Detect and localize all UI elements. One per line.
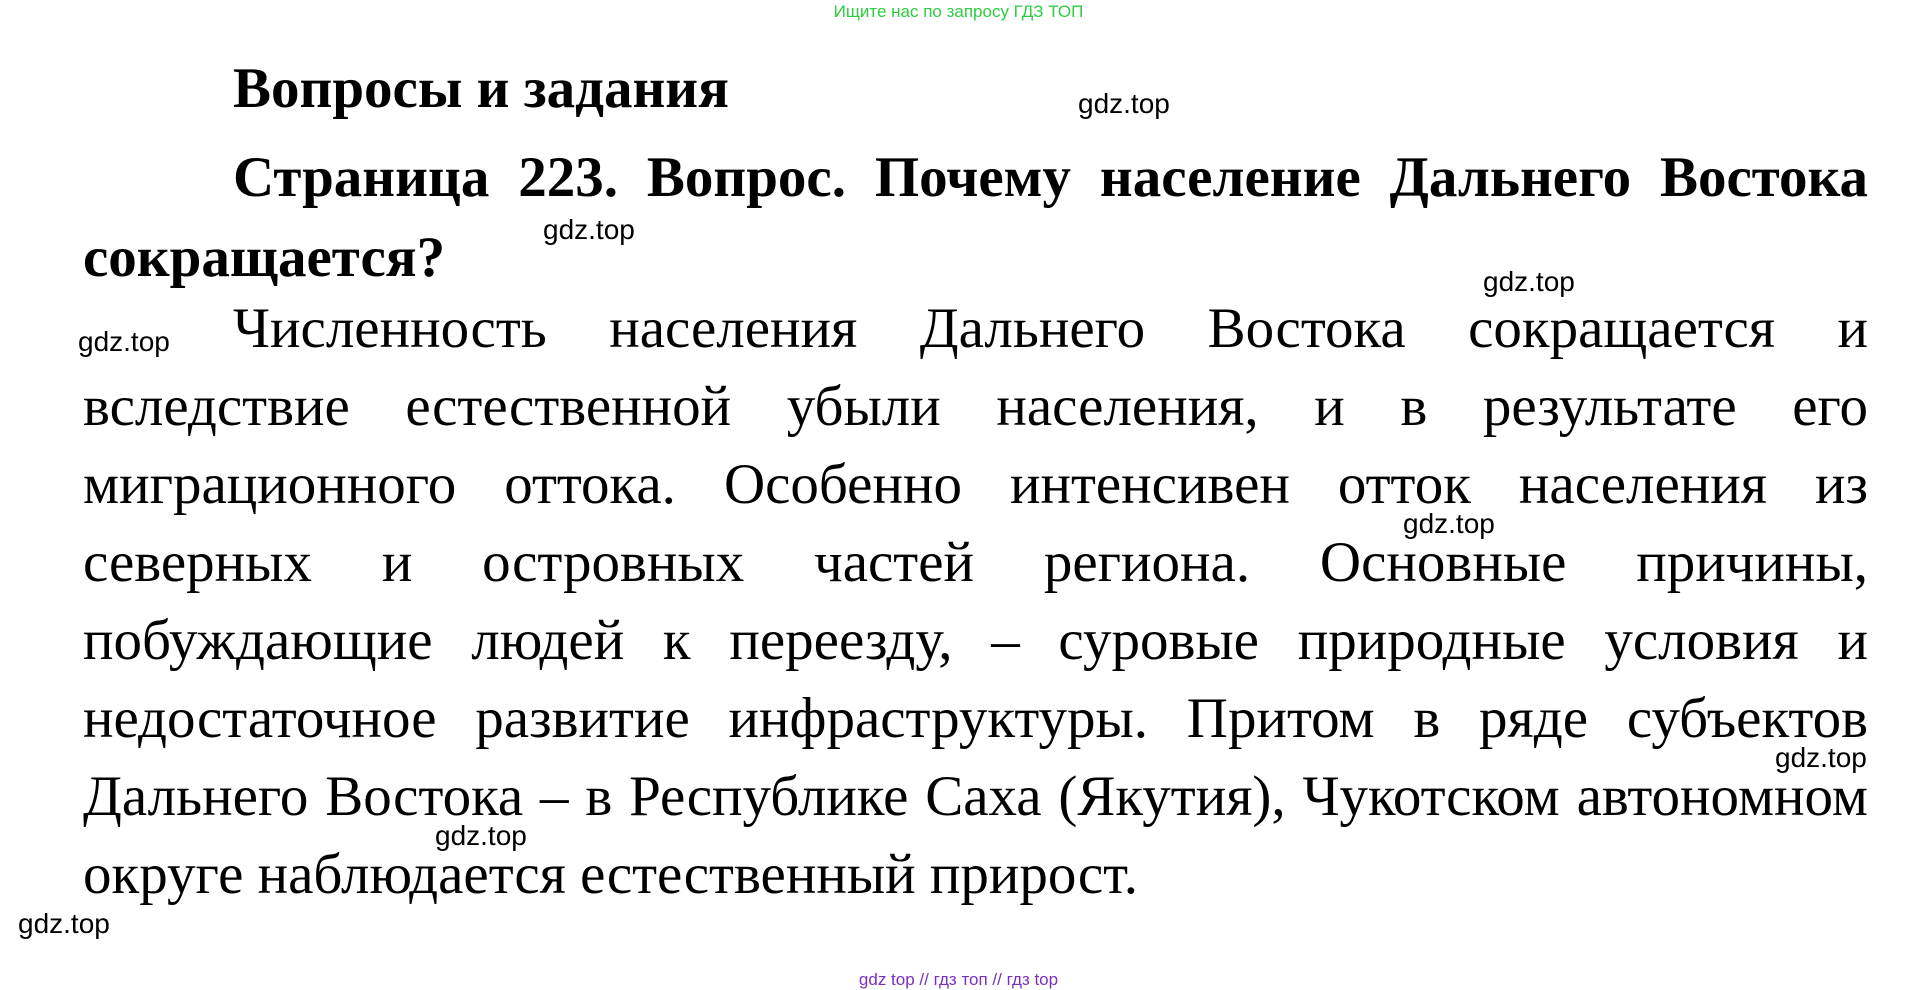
question-heading: Страница 223. Вопрос. Почему население Дальнего Востока сокращается?: [83, 146, 1868, 289]
section-title: Вопросы и задания: [233, 57, 729, 120]
watermark: gdz.top: [435, 820, 527, 851]
bottom-footer: gdz top // гдз топ // гдз top: [858, 970, 1059, 989]
watermark: gdz.top: [1403, 508, 1495, 539]
watermark: gdz.top: [1775, 742, 1867, 773]
watermark: gdz.top: [1483, 266, 1575, 297]
top-banner: Ищите нас по запросу ГДЗ ТОП: [833, 2, 1084, 21]
watermark: gdz.top: [1078, 88, 1170, 119]
watermark: gdz.top: [543, 214, 635, 245]
answer-paragraph: Численность населения Дальнего Востока сокращается и вследствие естественной убыли населения, и в результате его миграционного оттока. Особенно интенсивен отток населения из северных и островных частей региона. Основные причины, побуждающие людей к переезду, – суровые природные условия и недостаточное развитие инфраструктуры. Притом в ряде субъектов Дальнего Востока – в Республике Саха (Якутия), Чукотском автономном округе наблюдается естественный прирост.: [83, 297, 1868, 906]
watermark: gdz.top: [18, 908, 110, 939]
watermark: gdz.top: [78, 326, 170, 357]
